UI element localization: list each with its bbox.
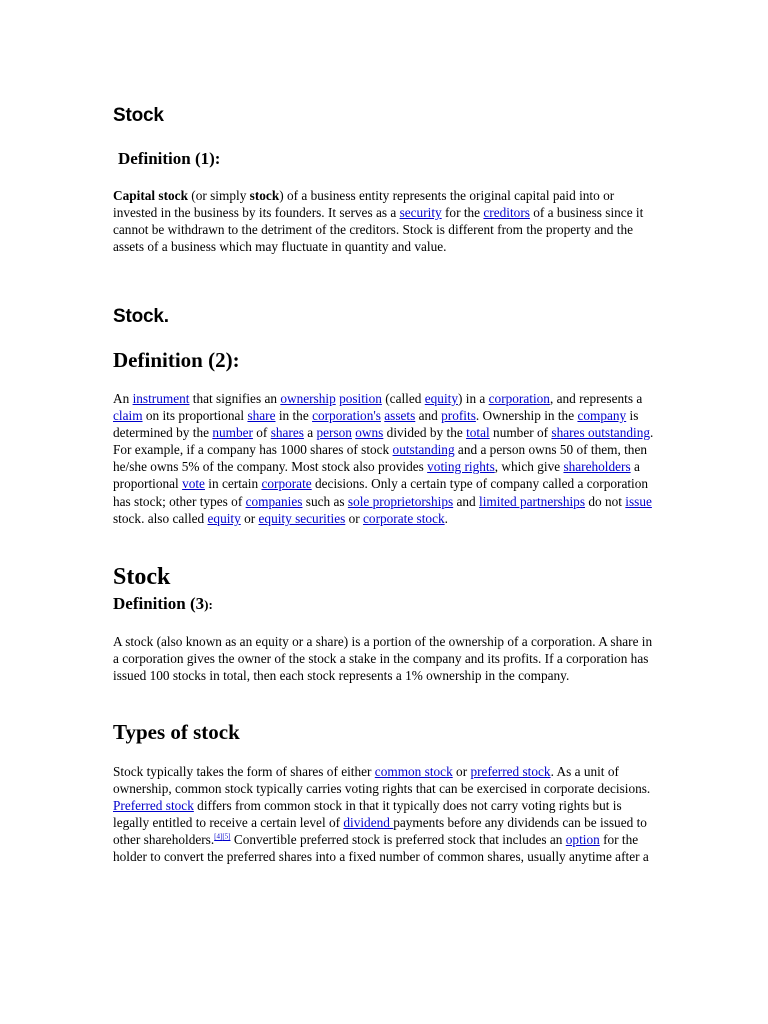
section-3-subtitle: Definition (3): — [113, 594, 213, 613]
link-assets[interactable]: assets — [384, 408, 416, 424]
section-4-title: Types of stock — [113, 720, 240, 744]
link-shareholders[interactable]: shareholders — [563, 459, 631, 475]
link-ownership[interactable]: ownership — [280, 391, 336, 406]
link-sole-proprietorships[interactable]: sole proprietorships — [347, 493, 454, 509]
link-corporate[interactable]: corporate — [261, 476, 312, 492]
link-owns[interactable]: owns — [355, 425, 384, 441]
link-shares[interactable]: shares — [270, 425, 304, 441]
link-shares-outstanding[interactable]: shares outstanding — [551, 425, 650, 441]
link-share[interactable]: share — [247, 408, 276, 424]
link-common-stock[interactable]: common stock — [374, 764, 453, 779]
link-voting-rights[interactable]: voting rights — [427, 459, 495, 475]
section-3-title: Stock — [113, 564, 171, 590]
link-vote[interactable]: vote — [182, 476, 205, 492]
section-1-paragraph: Capital stock (or simply stock) of a business entity represents the original capital paid into or invested in the business by its founders. It serves as a security for the creditors of a business since it cannot be withdrawn to the detriment of the creditors. Stock is different from the property and the assets of a business which may fluctuate in quantity and value. — [113, 188, 644, 255]
section-4-paragraph: Stock typically takes the form of shares of either common stock or preferred stock. As a unit of ownership, common stock typically carries voting rights that can be exercised in corporate decisions. Preferred stock differs from common stock in that it typically does not carry voting rights but is legally entitled to receive a certain level of dividend payments before any dividends can be issued to other shareholders.[4][5] Convertible preferred stock is preferred stock that includes an option for the holder to convert the preferred shares into a fixed number of common shares, usually anytime after a — [113, 764, 651, 865]
section-1-subtitle: Definition (1): — [118, 149, 221, 168]
link-outstanding[interactable]: outstanding — [392, 442, 455, 458]
link-dividend[interactable]: dividend — [343, 815, 394, 831]
link-equity-2[interactable]: equity — [207, 510, 241, 526]
link-corporation[interactable]: corporation — [488, 391, 550, 406]
link-equity[interactable]: equity — [424, 391, 458, 406]
link-corporations[interactable]: corporation's — [312, 408, 381, 424]
link-person[interactable]: person — [316, 425, 352, 441]
link-security[interactable]: security — [399, 205, 442, 221]
link-position[interactable]: position — [339, 391, 382, 406]
link-option[interactable]: option — [565, 832, 600, 848]
link-issue[interactable]: issue — [625, 493, 652, 509]
link-equity-securities[interactable]: equity securities — [258, 510, 346, 526]
citation-5[interactable]: [5] — [222, 832, 231, 841]
section-2-subtitle: Definition (2): — [113, 348, 240, 372]
link-preferred-stock-2[interactable]: Preferred stock — [113, 798, 194, 814]
section-2-paragraph: An instrument that signifies an ownership position (called equity) in a corporation, and represents a claim on its proportional share in the corporation's assets and profits. Ownership in the company is determined by the number of shares a person owns divided by the total number of shares outstanding. For example, if a company has 1000 shares of stock outstanding and a person owns 50 of them, then he/she owns 5% of the company. Most stock also provides voting rights, which give shareholders a proportional vote in certain corporate decisions. Only a certain type of company called a corporation has stock; other types of companies such as sole proprietorships and limited partnerships do not issue stock. also called equity or equity securities or corporate stock. — [113, 391, 654, 526]
link-company[interactable]: company — [577, 408, 627, 424]
link-creditors[interactable]: creditors — [483, 205, 530, 221]
bold-term: Capital stock — [113, 188, 188, 203]
link-total[interactable]: total — [466, 425, 490, 441]
section-1-title: Stock — [113, 105, 164, 126]
section-3-paragraph: A stock (also known as an equity or a share) is a portion of the ownership of a corporation. A share in a corporation gives the owner of the stock a stake in the company and its profits. If a corporation has issued 100 stocks in total, then each stock represents a 1% ownership in the company. — [113, 634, 653, 684]
citation-4[interactable]: [4] — [214, 832, 223, 841]
link-instrument[interactable]: instrument — [132, 391, 190, 406]
link-preferred-stock[interactable]: preferred stock — [470, 764, 551, 779]
link-claim[interactable]: claim — [113, 408, 143, 424]
link-corporate-stock[interactable]: corporate stock — [363, 510, 445, 526]
link-profits[interactable]: profits — [441, 408, 476, 424]
link-companies[interactable]: companies — [245, 493, 303, 509]
link-limited-partnerships[interactable]: limited partnerships — [479, 493, 586, 509]
link-number[interactable]: number — [212, 425, 253, 441]
bold-term: stock — [249, 188, 280, 203]
section-2-title: Stock. — [113, 306, 169, 327]
